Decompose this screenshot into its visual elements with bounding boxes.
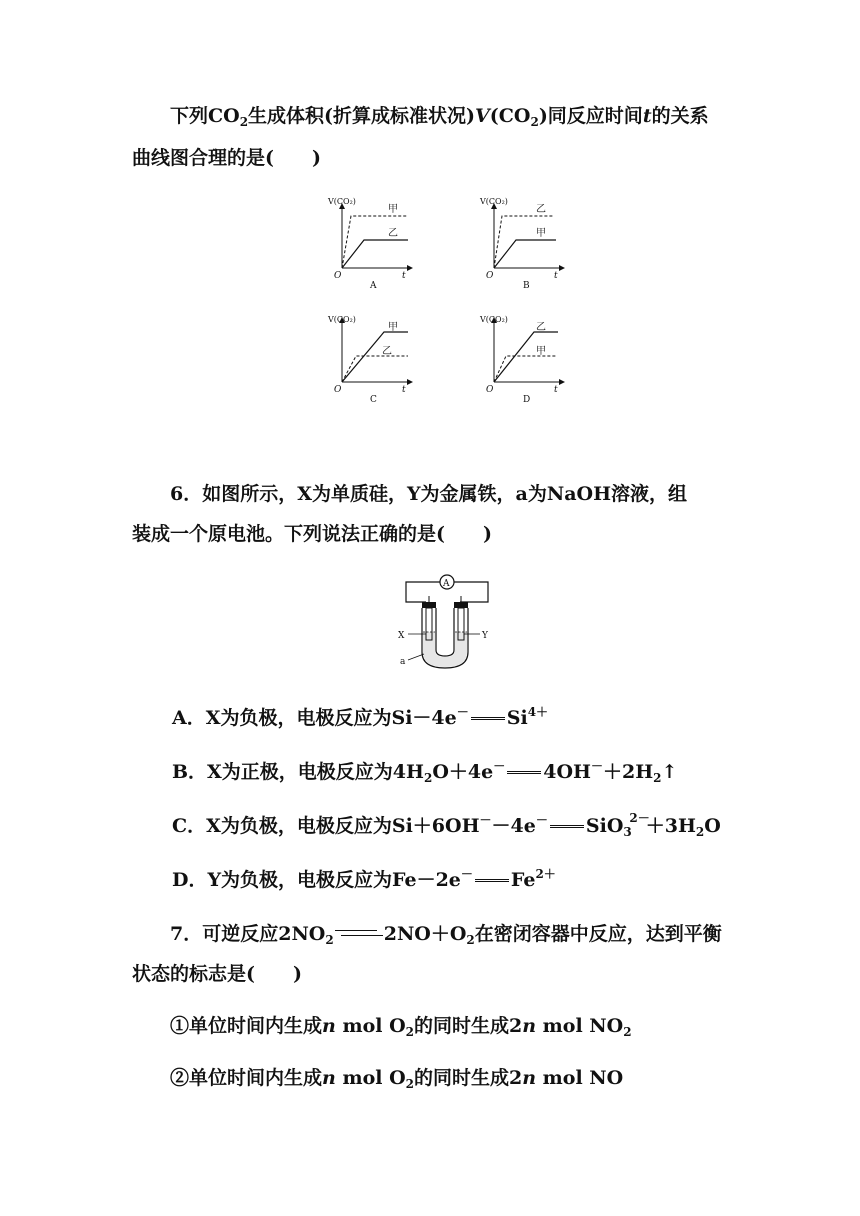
galvanic-cell-diagram <box>392 572 498 674</box>
superscript: 2＋ <box>535 867 556 881</box>
intro-text: )同反应时间 <box>538 105 643 127</box>
intro-var-t: t <box>642 105 652 127</box>
q7-text: 2NO＋O <box>383 923 467 945</box>
subscript: 2 <box>530 115 539 129</box>
q7-text: ②单位时间内生成 <box>170 1067 323 1089</box>
q7-text: mol NO <box>536 1015 624 1037</box>
graph-a-ylabel: V(CO₂) <box>328 197 356 206</box>
subscript: 2 <box>623 1025 632 1039</box>
var-n: n <box>322 1015 336 1037</box>
intro-text: 生成体积(折算成标准状况) <box>248 105 476 127</box>
electrode-x-label: X <box>398 631 405 641</box>
option-text: SiO <box>585 815 624 837</box>
superscript: － <box>493 759 506 773</box>
var-n: n <box>522 1067 537 1089</box>
electrode-y-label: Y <box>482 631 488 641</box>
q7-text: 的同时生成2 <box>413 1015 523 1037</box>
subscript: 2 <box>239 115 249 129</box>
graph-a <box>327 197 412 291</box>
graph-b-ylabel: V(CO₂) <box>480 197 508 206</box>
option-text: －4e <box>491 815 536 837</box>
graph-d-caption: D <box>523 395 531 405</box>
graph-d-yi-label: 乙 <box>536 322 546 333</box>
q7-text: 在密闭容器中反应，达到平衡 <box>474 923 722 945</box>
graph-b-jia-label: 甲 <box>536 228 546 239</box>
graph-d-xlabel: t <box>554 385 558 395</box>
superscript: 2－ <box>629 811 650 825</box>
equals-sign <box>475 879 509 882</box>
subscript: 2 <box>405 1077 414 1091</box>
ammeter-label: A <box>443 579 450 589</box>
superscript: 4＋ <box>527 705 549 719</box>
graph-a-yi-label: 乙 <box>388 228 398 239</box>
graph-c-jia-label: 甲 <box>388 322 398 333</box>
subscript: 2 <box>405 1025 414 1039</box>
subscript: 2 <box>466 933 475 947</box>
q6-option-a[interactable] <box>172 706 548 730</box>
equals-sign <box>471 717 505 720</box>
intro-text: (CO <box>489 105 531 127</box>
subscript: 3 <box>623 825 632 839</box>
graph-a-jia-label: 甲 <box>388 204 398 215</box>
intro-text: 的关系 <box>651 105 709 127</box>
option-text: 4OH <box>543 761 591 783</box>
graph-c-origin: O <box>334 385 342 395</box>
q7-text: ①单位时间内生成 <box>170 1015 323 1037</box>
graphs-figure <box>320 192 570 407</box>
reversible-arrow-icon <box>335 927 383 939</box>
q7-line-2: 状态的标志是( ) <box>132 963 302 985</box>
graph-b <box>479 197 564 291</box>
superscript: － <box>535 813 548 827</box>
graph-a-origin: O <box>334 271 342 281</box>
option-text: O <box>704 815 721 837</box>
superscript: － <box>456 705 469 719</box>
graph-d <box>479 315 564 405</box>
graph-d-ylabel: V(CO₂) <box>480 315 508 324</box>
superscript: － <box>590 759 603 773</box>
q6-line-2: 装成一个原电池。下列说法正确的是( ) <box>132 523 492 545</box>
silicate-charge <box>623 811 650 839</box>
graph-b-yi-label: 乙 <box>536 204 546 215</box>
graph-c-yi-label: 乙 <box>382 346 392 357</box>
option-text: O＋4e <box>432 761 494 783</box>
graph-c-xlabel: t <box>402 385 406 395</box>
option-text: B．X为正极，电极反应为4H <box>172 761 424 783</box>
q7-text: mol O <box>335 1015 406 1037</box>
q7-statement-2[interactable] <box>170 1066 623 1090</box>
option-text: D．Y为负极，电极反应为Fe－2e <box>172 869 461 891</box>
graph-b-origin: O <box>486 271 494 281</box>
q7-text: mol O <box>335 1067 406 1089</box>
q6-option-d[interactable] <box>172 868 556 892</box>
graph-c-caption: C <box>370 395 377 405</box>
graph-c-ylabel: V(CO₂) <box>328 315 356 324</box>
option-text: ＋3H <box>645 815 696 837</box>
intro-var-v: V <box>475 105 490 127</box>
graph-b-xlabel: t <box>554 271 558 281</box>
q7-text: 的同时生成2 <box>413 1067 523 1089</box>
q6-option-b[interactable] <box>172 760 677 784</box>
intro-line-1 <box>170 104 709 128</box>
up-arrow-icon: ↑ <box>661 761 678 783</box>
equals-sign <box>507 771 541 774</box>
q6-option-c[interactable] <box>172 811 721 839</box>
subscript: 2 <box>653 771 662 785</box>
option-text: Si <box>506 707 528 729</box>
q6-line-1: 6．如图所示，X为单质硅，Y为金属铁，a为NaOH溶液，组 <box>170 483 688 505</box>
graph-a-xlabel: t <box>402 271 406 281</box>
subscript: 2 <box>695 825 705 839</box>
graph-c <box>327 315 412 405</box>
superscript: － <box>460 867 473 881</box>
graph-b-caption: B <box>523 281 530 291</box>
q7-text: mol NO <box>536 1067 624 1089</box>
var-n: n <box>322 1067 336 1089</box>
intro-text: 下列CO <box>170 105 240 127</box>
var-n: n <box>522 1015 537 1037</box>
q7-line-1 <box>170 922 722 946</box>
superscript: － <box>479 813 492 827</box>
graph-d-origin: O <box>486 385 494 395</box>
option-text: A．X为负极，电极反应为Si－4e <box>172 707 457 729</box>
graph-a-caption: A <box>370 281 377 291</box>
equals-sign <box>550 825 584 828</box>
option-text: C．X为负极，电极反应为Si＋6OH <box>172 815 480 837</box>
option-text: ＋2H <box>602 761 654 783</box>
q7-statement-1[interactable] <box>170 1014 632 1038</box>
graph-d-jia-label: 甲 <box>536 346 546 357</box>
intro-line-2: 曲线图合理的是( ) <box>132 147 321 169</box>
q7-text: 7．可逆反应2NO <box>170 923 326 945</box>
subscript: 2 <box>423 771 433 785</box>
subscript: 2 <box>325 933 334 947</box>
solution-a-label: a <box>400 657 406 667</box>
option-text: Fe <box>510 869 536 891</box>
